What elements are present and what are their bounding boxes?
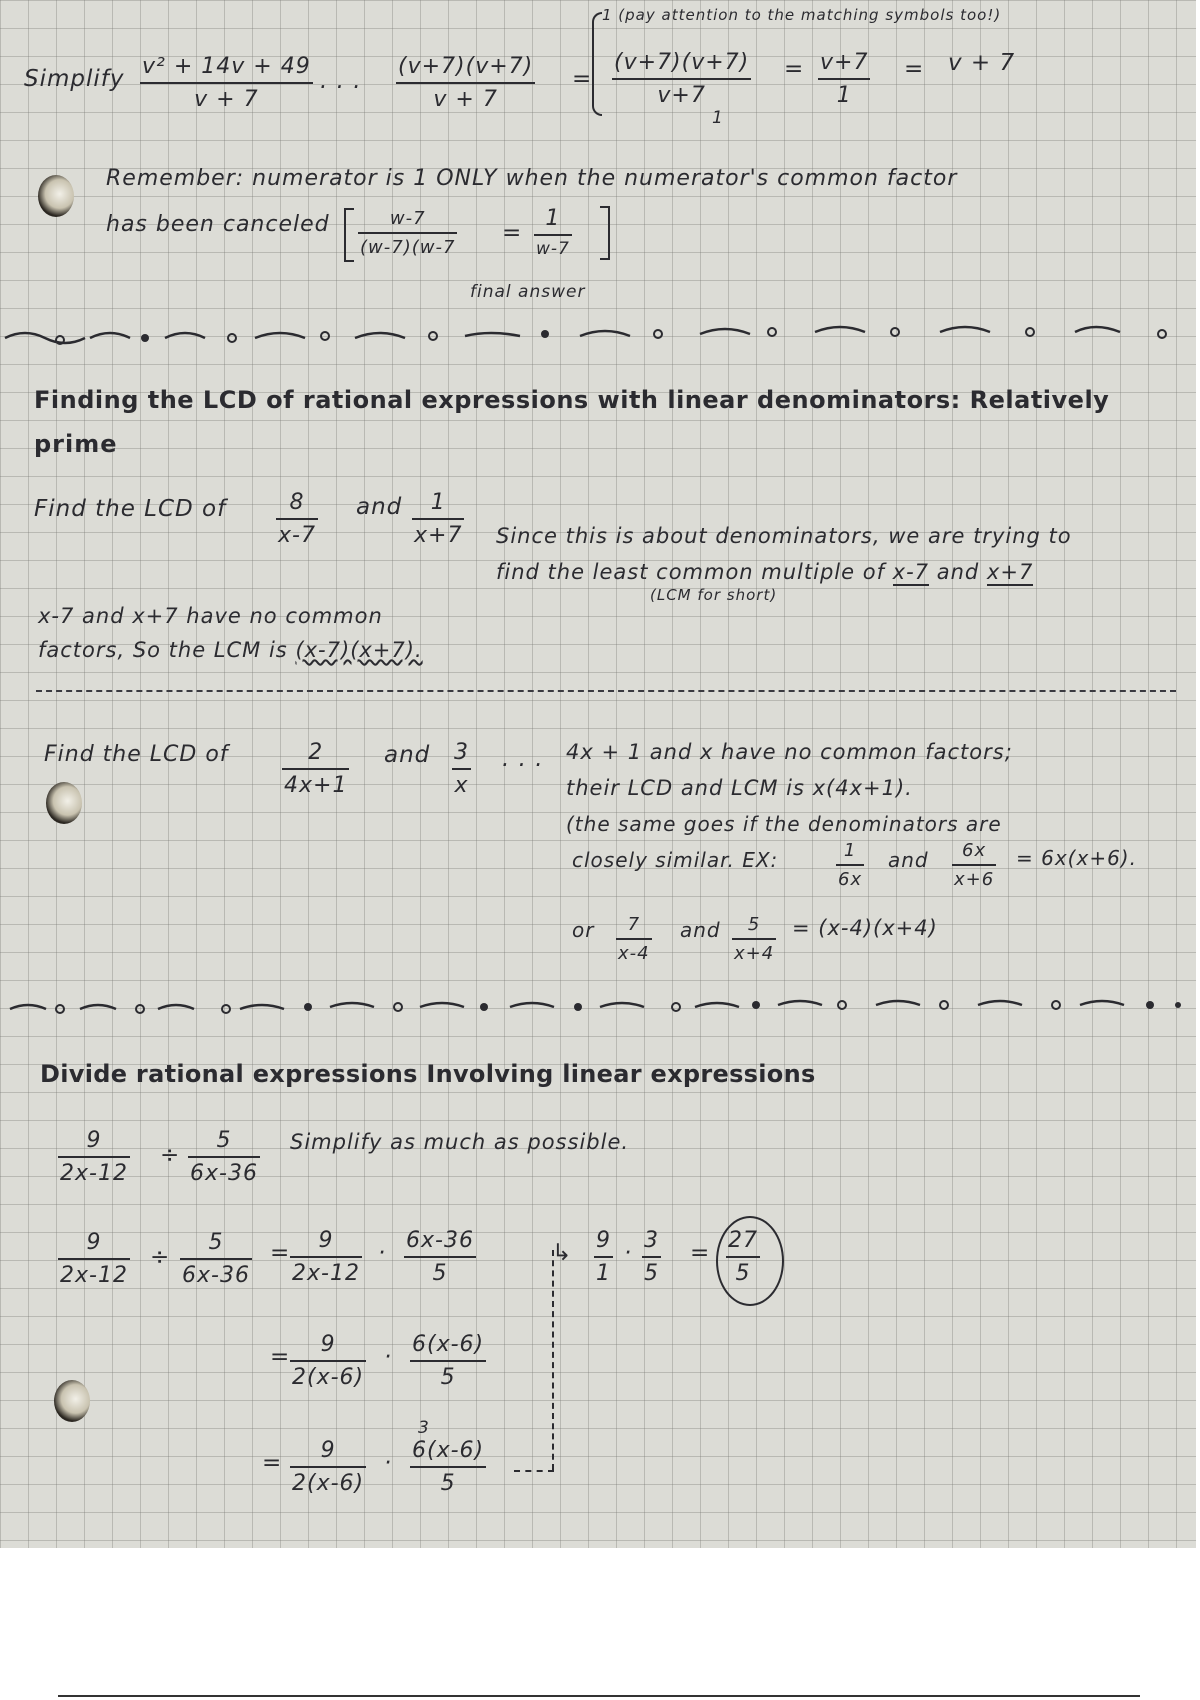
step1-fraction-a: 9 2x-12 (60, 1230, 128, 1288)
since-note-line2: find the least common multiple of x-7 and x+7 (496, 560, 1034, 584)
and-label: and (356, 494, 403, 520)
and-label: and (384, 742, 431, 768)
equals-sign: = (784, 56, 805, 82)
step2-fraction-c: 9 2(x-6) (292, 1332, 365, 1390)
lcd-fraction-4: 3 x (454, 740, 469, 798)
wave-divider (0, 320, 1196, 350)
equals-sign: = (572, 66, 593, 92)
or-label: or (572, 918, 595, 942)
ellipsis: . . . (320, 68, 362, 94)
multiply-dot: · (384, 1344, 393, 1370)
punch-hole-bottom (54, 1380, 90, 1422)
lcd-fraction-2: 1 x+7 (414, 490, 463, 548)
remember-note-line2: has been canceled (106, 212, 330, 237)
equals-sign: = (270, 1240, 291, 1266)
step1-fraction-d: 6x-36 5 (406, 1228, 474, 1286)
multiply-dot: · (384, 1450, 393, 1476)
step3-fraction-c: 9 2(x-6) (292, 1438, 365, 1496)
simplify-expression: v² + 14v + 49 v + 7 (142, 54, 311, 112)
remember-example-fraction: w-7 (w-7)(w-7 (360, 208, 456, 258)
ellipsis: . . . (502, 746, 544, 772)
example-bracket-left (344, 208, 354, 262)
divide-sign: ÷ (150, 1244, 171, 1270)
dotted-connector (552, 1250, 554, 1470)
lcd-fraction-1: 8 x-7 (278, 490, 316, 548)
step1-fraction-b: 5 6x-36 (182, 1230, 250, 1288)
remember-note-line1: Remember: numerator is 1 ONLY when the numerator's common factor (106, 166, 958, 191)
multiply-dot: · (378, 1240, 387, 1266)
divide-sign: ÷ (160, 1142, 181, 1168)
example-fraction-4: 5 x+4 (734, 914, 775, 964)
step2-fraction-d: 6(x-6) 5 (412, 1332, 485, 1390)
simplify-result: v + 7 (948, 50, 1016, 76)
lcd-heading-line1: Finding the LCD of rational expressions with linear denominators: Relatively (34, 386, 1110, 414)
example-fraction-2: 6x x+6 (954, 840, 995, 890)
arrow-icon: ↳ (552, 1240, 573, 1266)
equals-sign: = (270, 1344, 291, 1370)
problem-fraction-1: 9 2x-12 (60, 1128, 128, 1186)
result-fraction-b: 3 5 (644, 1228, 659, 1286)
canceled-subscript: 1 (712, 108, 724, 128)
canceled-fraction: (v+7)(v+7) v+7 (614, 50, 750, 108)
punch-hole-middle (46, 782, 82, 824)
example-and-2: and (680, 918, 721, 942)
problem-fraction-2: 5 6x-36 (190, 1128, 258, 1186)
final-answer-label: final answer (470, 282, 586, 302)
lcd-explanation-line3: (the same goes if the denominators are (566, 812, 1002, 836)
lcd-fraction-3: 2 4x+1 (284, 740, 348, 798)
canceled-factor-three: 3 (418, 1418, 430, 1438)
wave-divider (0, 995, 1196, 1025)
matching-symbols-note: 1 (pay attention to the matching symbols too!) (602, 6, 1002, 24)
step3-fraction-d: 6(x-6) 5 (412, 1438, 485, 1496)
punch-hole-top (38, 175, 74, 217)
factored-fraction: (v+7)(v+7) v + 7 (398, 54, 534, 112)
simplify-instruction: Simplify as much as possible. (290, 1130, 630, 1154)
dashed-divider (36, 690, 1176, 692)
lcm-short-note: (LCM for short) (650, 586, 778, 604)
equals-sign: = (690, 1240, 711, 1266)
example-and: and (888, 848, 929, 872)
example-result-2: = (x-4)(x+4) (792, 916, 938, 940)
divide-heading: Divide rational expressions Involving linear expressions (40, 1060, 816, 1088)
result-fraction-a: 9 1 (596, 1228, 611, 1286)
multiply-dot: · (624, 1240, 633, 1266)
step1-fraction-c: 9 2x-12 (292, 1228, 360, 1286)
lcd-heading-line2: prime (34, 430, 118, 458)
example-fraction-3: 7 x-4 (618, 914, 650, 964)
equals-sign: = (502, 220, 523, 246)
equals-sign: = (904, 56, 925, 82)
lcd-explanation-line4: closely similar. EX: (572, 848, 779, 872)
dotted-connector (514, 1470, 554, 1472)
remember-answer-fraction: 1 w-7 (536, 206, 570, 259)
simplify-label: Simplify (24, 66, 125, 92)
page-bottom-rule (58, 1695, 1140, 1697)
since-note-line1: Since this is about denominators, we are trying to (496, 524, 1072, 548)
find-lcd-label: Find the LCD of (34, 496, 227, 522)
cancel-bracket (592, 12, 602, 116)
final-answer-fraction: 27 5 (728, 1228, 758, 1286)
example-result-1: = 6x(x+6). (1016, 846, 1137, 870)
example-fraction-1: 1 6x (838, 840, 863, 890)
equals-sign: = (262, 1450, 283, 1476)
no-common-line2: factors, So the LCM is (x-7)(x+7). (38, 638, 423, 662)
example-bracket-right (600, 206, 610, 260)
reduced-fraction: v+7 1 (820, 50, 869, 108)
lcd-explanation-line2: their LCD and LCM is x(4x+1). (566, 776, 913, 800)
no-common-line1: x-7 and x+7 have no common (38, 604, 383, 628)
find-lcd-label-2: Find the LCD of (44, 742, 229, 767)
lcd-explanation-line1: 4x + 1 and x have no common factors; (566, 740, 1013, 764)
